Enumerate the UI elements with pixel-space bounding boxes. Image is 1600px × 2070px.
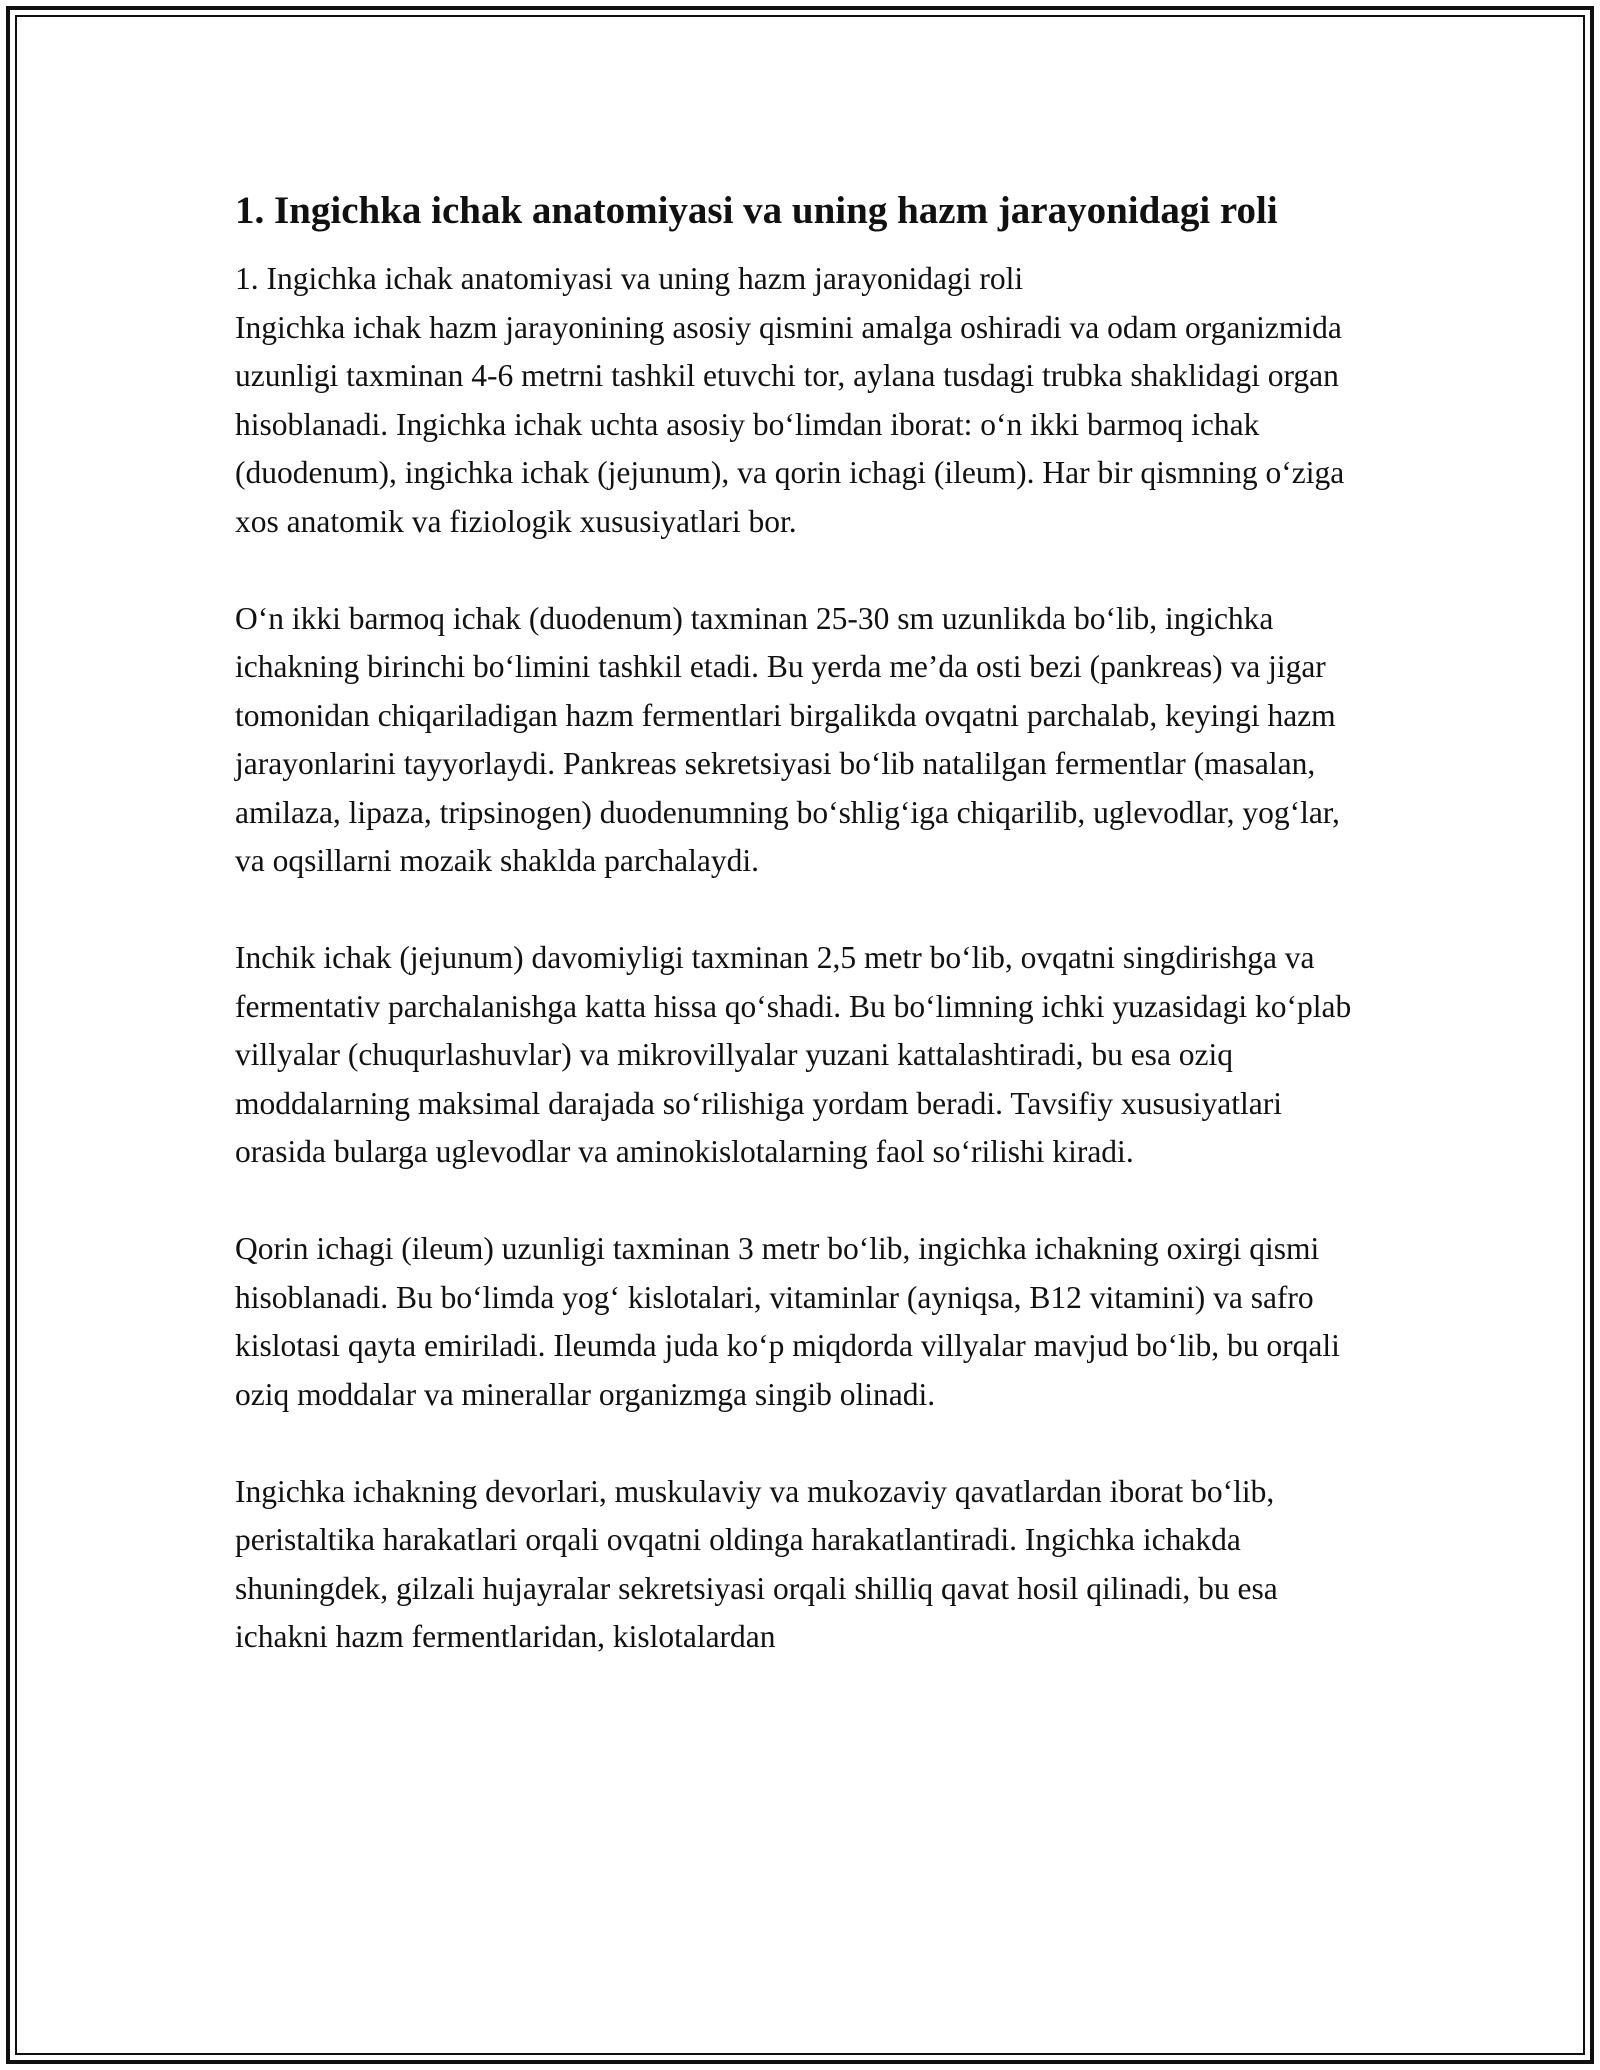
document-body [235, 185, 1375, 1710]
paragraph-duodenum: O‘n ikki barmoq ichak (duodenum) taxminan 25-30 sm uzunlikda bo‘lib, ingichka ichakning birinchi bo‘limini tashkil etadi. Bu yerda me’da osti bezi (pankreas) va jigar tomonidan chiqariladigan hazm fermentlari birgalikda ovqatni parchalab, keyingi hazm jarayonlarini tayyorlaydi. Pankreas sekretsiyasi bo‘lib natalilgan fermentlar (masalan, amilaza, lipaza, tripsinogen) duodenumning bo‘shlig‘iga chiqarilib, uglevodlar, yog‘lar, va oqsillarni mozaik shaklda parchalaydi. [235, 600, 1340, 878]
paragraph-ileum: Qorin ichagi (ileum) uzunligi taxminan 3 metr bo‘lib, ingichka ichakning oxirgi qismi hisoblanadi. Bu bo‘limda yog‘ kislotalari, vitaminlar (ayniqsa, B12 vitamini) va safro kislotasi qayta emiriladi. Ileumda juda ko‘p miqdorda villyalar mavjud bo‘lib, bu orqali oziq moddalar va minerallar organizmga singib olinadi. [235, 1231, 1340, 1412]
paragraph-jejunum: Inchik ichak (jejunum) davomiyligi taxminan 2,5 metr bo‘lib, ovqatni singdirishga va fermentativ parchalanishga katta hissa qo‘shadi. Bu bo‘limning ichki yuzasidagi ko‘plab villyalar (chuqurlashuvlar) va mikrovillyalar yuzani kattalashtiradi, bu esa oziq moddalarning maksimal darajada so‘rilishiga yordam beradi. Tavsifiy xususiyatlari orasida bularga uglevodlar va aminokislotalarning faol so‘rilishi kiradi. [235, 940, 1352, 1169]
document-title: 1. Ingichka ichak anatomiyasi va uning hazm jarayonidagi roli [235, 189, 1278, 232]
paragraph-walls: Ingichka ichakning devorlari, muskulaviy va mukozaviy qavatlardan iborat bo‘lib, peristaltika harakatlari orqali ovqatni oldinga harakatlantiradi. Ingichka ichakda shuningdek, gilzali hujayralar sekretsiyasi orqali shilliq qavat hosil qilinadi, bu esa ichakni hazm fermentlaridan, kislotalardan [235, 1473, 1278, 1654]
intro-heading-line: 1. Ingichka ichak anatomiyasi va uning hazm jarayonidagi roli [235, 261, 1024, 296]
document-text [235, 255, 1375, 1662]
paragraph-intro [235, 255, 1375, 546]
paragraph-text: Ingichka ichak hazm jarayonining asosiy qismini amalga oshiradi va odam organizmida uzunligi taxminan 4-6 metrni tashkil etuvchi tor, aylana tusdagi trubka shaklidagi organ hisoblanadi. Ingichka ichak uchta asosiy bo‘limdan iborat: o‘n ikki barmoq ichak (duodenum), ingichka ichak (jejunum), va qorin ichagi (ileum). Har bir qismning o‘ziga xos anatomik va fiziologik xususiyatlari bor. [235, 309, 1345, 539]
